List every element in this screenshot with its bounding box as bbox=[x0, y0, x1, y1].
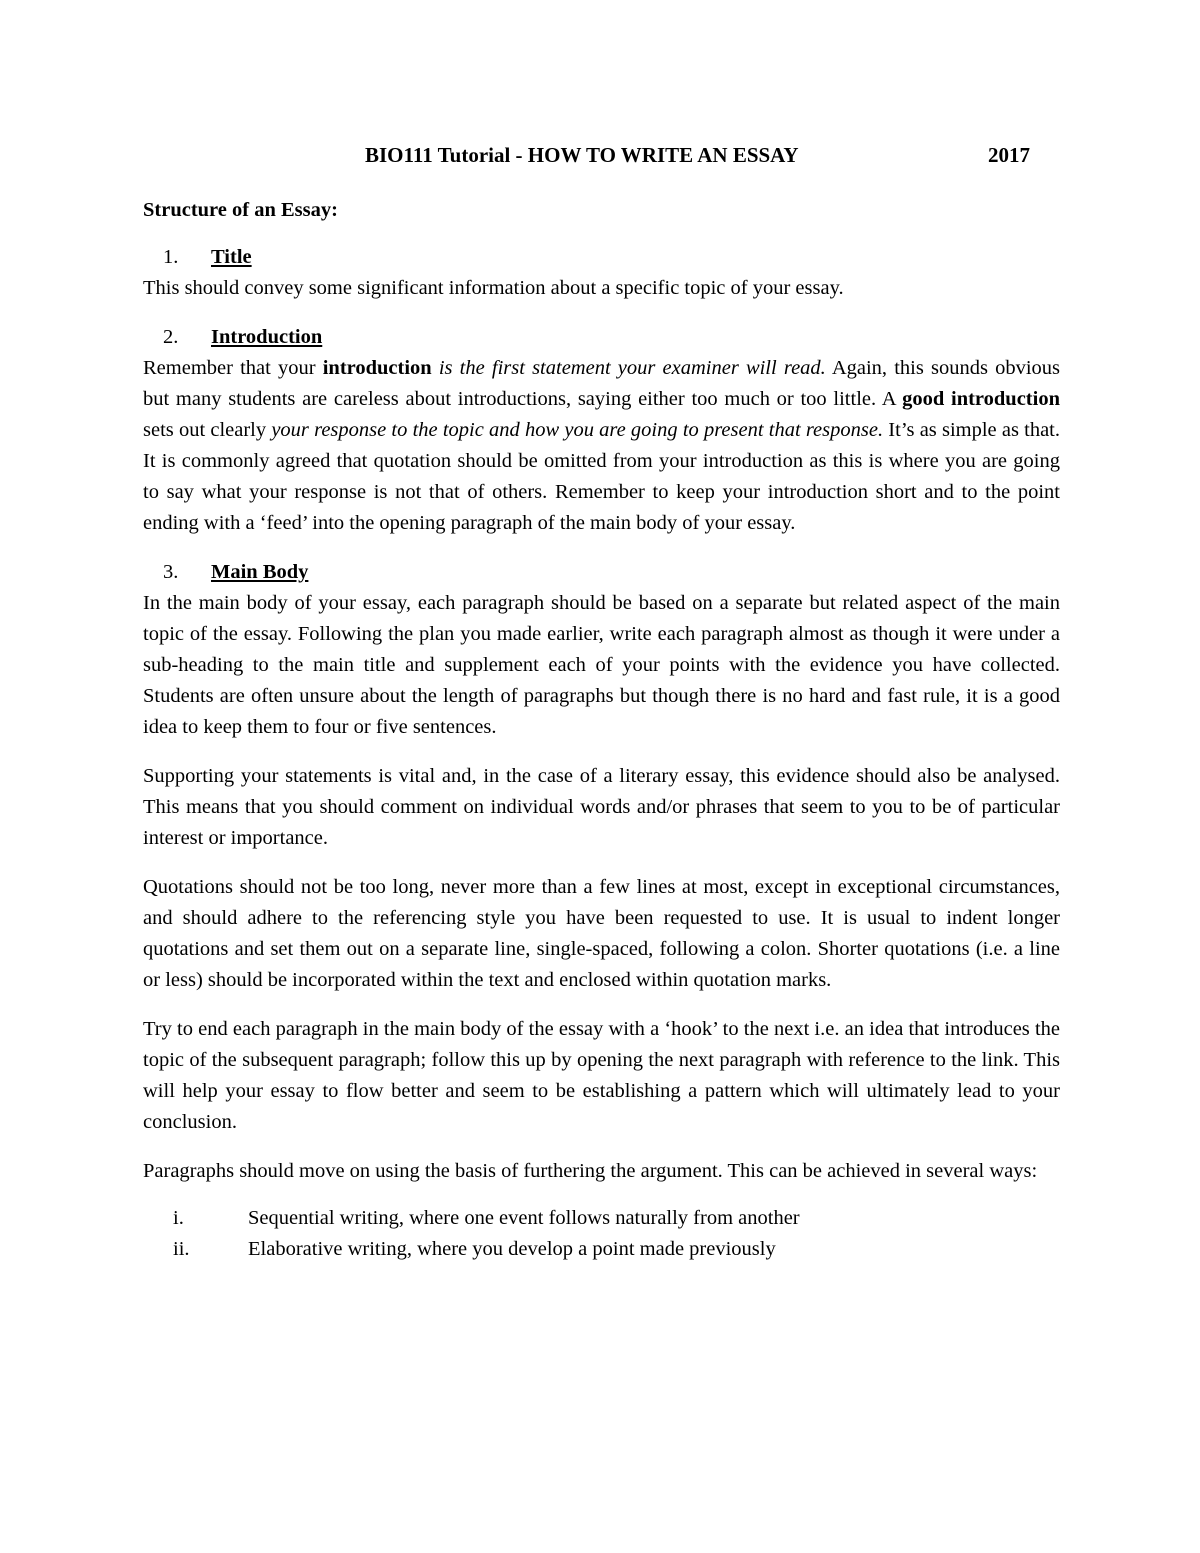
intro-text-1: Remember that your bbox=[143, 357, 323, 379]
main-body-paragraph-2: Supporting your statements is vital and, in the case of a literary essay, this evidence should also be analysed. This means that you should comment on individual words and/or phrases that seem to you to be of particular interest or importance. bbox=[143, 765, 1060, 849]
intro-text-4: It’s as simple as that. It is commonly agreed that quotation should be omitted from your introduction as this is where you are going to say what your response is not that of others. Remember to keep your introduction short and to the point ending with a ‘feed’ into the opening paragraph of the main body of your essay. bbox=[143, 419, 1060, 534]
main-body-paragraph-5: Paragraphs should move on using the basis of furthering the argument. This can be achieved in several ways: bbox=[143, 1160, 1038, 1182]
structure-heading: Structure of an Essay: bbox=[143, 199, 338, 221]
page-header bbox=[143, 140, 1030, 172]
section-number: 2. bbox=[163, 326, 179, 348]
section-number: 1. bbox=[163, 246, 179, 268]
section-main-body-heading bbox=[143, 557, 1060, 588]
ways-list bbox=[143, 1203, 1060, 1265]
title-description: This should convey some significant information about a specific topic of your essay. bbox=[143, 277, 844, 299]
document-year: 2017 bbox=[988, 143, 1030, 167]
introduction-paragraph bbox=[143, 353, 1060, 539]
list-item-text: Sequential writing, where one event follows naturally from another bbox=[248, 1207, 800, 1229]
intro-bold-1: introduction bbox=[322, 357, 432, 379]
list-item bbox=[143, 1234, 1060, 1265]
intro-bold-2: good introduction bbox=[902, 388, 1060, 410]
main-body-paragraph-1: In the main body of your essay, each paragraph should be based on a separate but related aspect of the main topic of the essay. Following the plan you made earlier, write each paragraph almost as though it were under a sub-heading to the main title and supplement each of your points with the evidence you have collected. Students are often unsure about the length of paragraphs but though there is no hard and fast rule, it is a good idea to keep them to four or five sentences. bbox=[143, 592, 1060, 738]
main-body-paragraph-3: Quotations should not be too long, never more than a few lines at most, except in exceptional circumstances, and should adhere to the referencing style you have been requested to use. It is usual to indent longer quotations and set them out on a separate line, single-spaced, following a colon. Shorter quotations (i.e. a line or less) should be incorporated within the text and enclosed within quotation marks. bbox=[143, 876, 1060, 991]
intro-space bbox=[432, 357, 439, 379]
section-introduction-heading bbox=[143, 322, 1060, 353]
section-label: Main Body bbox=[211, 561, 309, 583]
list-numeral: ii. bbox=[173, 1238, 190, 1260]
document-body bbox=[143, 195, 1060, 1265]
section-title-heading bbox=[143, 242, 1060, 273]
intro-italic-2: your response to the topic and how you are going to present that response. bbox=[271, 419, 884, 441]
list-item-text: Elaborative writing, where you develop a point made previously bbox=[248, 1238, 776, 1260]
list-item bbox=[143, 1203, 1060, 1234]
intro-text-3: sets out clearly bbox=[143, 419, 272, 441]
list-numeral: i. bbox=[173, 1207, 184, 1229]
main-body-paragraph-4: Try to end each paragraph in the main body of the essay with a ‘hook’ to the next i.e. an idea that introduces the topic of the subsequent paragraph; follow this up by opening the next paragraph with reference to the link. This will help your essay to flow better and seem to be establishing a pattern which will ultimately lead to your conclusion. bbox=[143, 1018, 1060, 1133]
document-title: BIO111 Tutorial - HOW TO WRITE AN ESSAY bbox=[365, 143, 799, 167]
section-label: Introduction bbox=[211, 326, 323, 348]
intro-italic-1: is the first statement your examiner will read. bbox=[438, 357, 826, 379]
section-number: 3. bbox=[163, 561, 179, 583]
intro-text-2: Again, this sounds obvious but many students are careless about introductions, saying either too much or too little. A bbox=[143, 357, 1060, 410]
section-label: Title bbox=[211, 246, 252, 268]
